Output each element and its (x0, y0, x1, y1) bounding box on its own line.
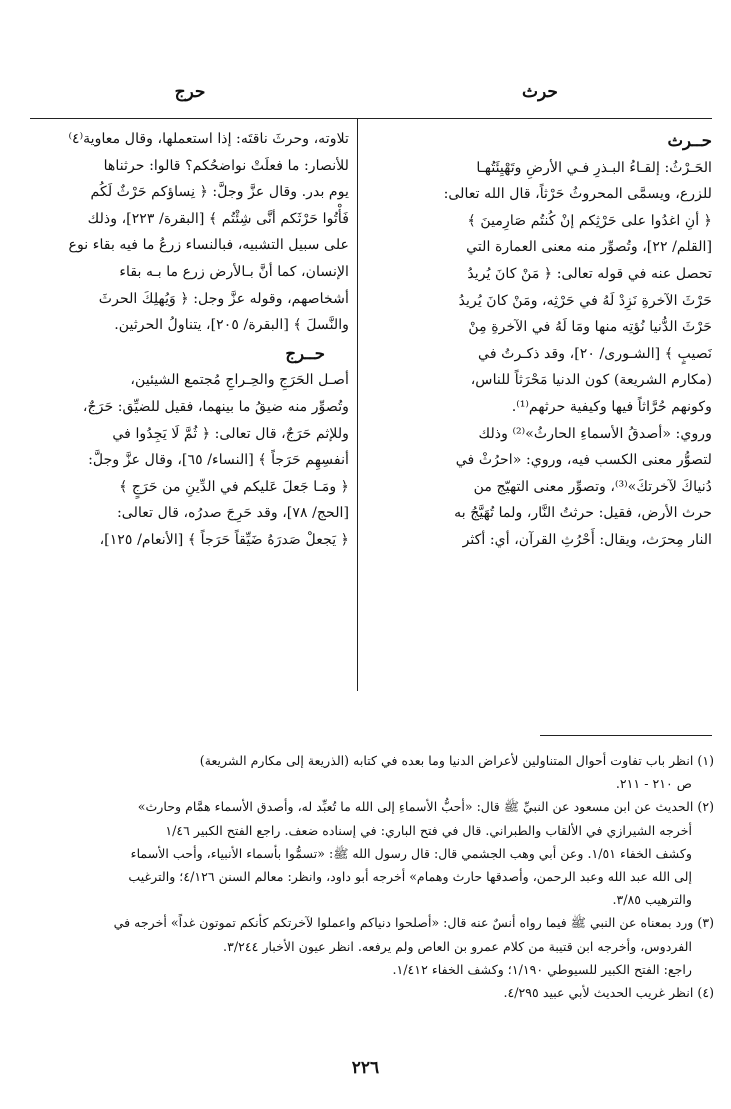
entry-title-harth: حــرث (667, 131, 712, 150)
body-line: الإنسان، كما أنَّ بـالأرض زرع ما بـه بقاء (119, 263, 349, 280)
body-line: [الحج/ ٧٨]، وقد حَرِجَ صدرُه، قال تعالى: (117, 505, 349, 522)
body-line: أنفسِهِم حَرَجاً ﴾ [النساء/ ٦٥]، وقال عزَّ وجلَّ: (88, 452, 349, 469)
body-line: تحصل عنه في قوله تعالى: ﴿ مَنْ كانَ يُريدُ (467, 265, 712, 282)
footnote-2-cont: أخرجه الشيرازي في الألقاب والطبراني. قال في فتح الباري: في إسناده ضعف. راجع الفتح الكبير ١/٤٦ (165, 822, 692, 838)
header-left-word: حرج (174, 82, 206, 102)
body-line: أصـل الحَرَجِ والحِـراجِ مُجتمع الشيئين، (130, 372, 349, 389)
body-line: حرث الأرض، فقيل: حرثتُ النَّار، ولما تُهَيَّجُ به (454, 505, 712, 522)
top-rule (30, 118, 712, 119)
footnote-3: (٣) ورد بمعناه عن النبي ﷺ فيما رواه أنسٌ عنه قال: «أصلحوا دنياكم واعملوا لآخرتكم كأنكم تموتون غداً» أخرجه في (113, 915, 714, 931)
body-line: حَرْثَ الآخرةِ نَزِدْ لَهُ في حَرْثِه، ومَنْ كانَ يُريدُ (458, 292, 712, 309)
footnote-2-cont: وكشف الخفاء ١/٥١. وعن أبي وهب الجشمي قال: قال رسول الله ﷺ: «تسمُّوا بأسماء الأنبياء، وأحب الأسماء (130, 845, 692, 861)
footnote-1: (١) انظر باب تفاوت أحوال المتناولين لأعراض الدنيا وما بعده في كتابه (الذريعة إلى مكارم الشريعة) (199, 753, 714, 768)
body-line: وللإثم حَرَجٌ، قال تعالى: ﴿ ثُمَّ لَا يَجِدُوا في (112, 425, 349, 442)
body-line: ﴿ ومَـا جَعلَ عَليكم في الدِّينِ من حَرَجٍ ﴾ (119, 478, 349, 495)
body-line: حَرْثَ الدُّنيا نُؤتِه منها ومَا لَهُ في الآخرةِ مِنْ (468, 319, 712, 336)
body-line: النار مِحرَث، ويقال: أَحْرُثِ القرآن، أي: أكثر (462, 531, 712, 548)
body-line: وروي: «أصدقُ الأسماءِ الحارثُ»⁽²⁾ وذلك (478, 425, 712, 442)
footnotes (28, 750, 714, 1005)
entry-title-haraj: حــرج (285, 343, 325, 363)
footnote-1-cont: ص ٢١٠ - ٢١١. (615, 776, 692, 792)
footnote-2: (٢) الحديث عن ابن مسعود عن النبيِّ ﷺ قال: «أحبُّ الأسماءِ إلى الله ما تُعبِّد له، وأصدق الأسماء همَّام وحارث» (137, 799, 714, 815)
body-line: وكونهم حُرَّاثاً فيها وكيفية حرثهم⁽¹⁾. (511, 398, 712, 415)
body-line: دُنياكَ لآخرتكَ»⁽³⁾، وتصوِّر معنى التهيّج من (473, 478, 712, 495)
body-line: (مكارم الشريعة) كون الدنيا مَحْرَثاً للناس، (470, 372, 712, 389)
body-line: فَأْتُوا حَرْثَكم أنَّى شِئْتُم ﴾ [البقرة/ ٢٢٣]، وذلك (87, 210, 349, 227)
footnote-4: (٤) انظر غريب الحديث لأبي عبيد ٤/٢٩٥. (503, 985, 714, 1001)
header-right-word: حرث (522, 82, 558, 102)
footnote-2-cont: والترهيب ٣/٨٥. (612, 892, 692, 908)
body-line: ﴿ أنِ اغدُوا على حَرْثِكم إنْ كُنتُم صَارِمينَ ﴾ (467, 212, 712, 229)
column-separator (357, 118, 358, 691)
body-line: الحَـرْثُ: إلقـاءُ البـذرِ فـي الأرضِ وتَهْيِئَتُهـا (476, 159, 712, 176)
footnote-2-cont: إلى الله عبد الله وعبد الرحمن، وأصدقها حارث وهمام» أخرجه أبو داود، وانظر: معالم السنن ٤/١٢٦؛ والترغيب (128, 869, 692, 885)
footnote-3-cont: راجع: الفتح الكبير للسيوطي ١/١٩٠؛ وكشف الخفاء ١/٤١٢. (392, 961, 692, 977)
footnote-rule (540, 735, 712, 736)
body-line: والنَّسلَ ﴾ [البقرة/ ٢٠٥]، يتناولُ الحرثين. (114, 317, 349, 334)
footnote-3-cont: الفردوس، وأخرجه ابن قتيبة من كلام عمرو بن العاص ولم يرفعه. انظر عيون الأخبار ٣/٢٤٤. (223, 938, 692, 954)
body-line: أشخاصهم، وقوله عزَّ وجل: ﴿ وَيُهلِكَ الحرثَ (98, 290, 349, 307)
page-number: ٢٢٦ (351, 1058, 380, 1078)
body-line: تلاوته، وحرثَ ناقتَه: إذا استعملها، وقال معاوية⁽٤⁾ (68, 131, 349, 147)
body-line: لتصوُّر معنى الكسب فيه، وروي: «احرُثْ في (455, 452, 712, 469)
right-column (365, 126, 712, 554)
body-line: ﴿ يَجعلْ صَدرَهُ ضَيِّقاً حَرَجاً ﴾ [الأنعام/ ١٢٥]، (99, 531, 349, 548)
body-line: للزرع، ويسمَّى المحروثُ حَرْثاً، قال الله تعالى: (443, 186, 712, 203)
body-line: وتُصوِّر منه ضيقُ ما بينهما، فقيل للضيِّق: حَرَجٌ، (82, 398, 349, 415)
left-column (30, 126, 349, 554)
body-line: [القلم/ ٢٢]، وتُصوِّر منه معنى العمارة التي (466, 239, 712, 256)
body-line: يوم بدر. وقال عزَّ وجلَّ: ﴿ نِساؤكم حَرْثٌ لَكُم (90, 184, 349, 201)
body-line: نَصيبٍ ﴾ [الشـورى/ ٢٠]، وقد ذكـرتُ في (478, 345, 712, 362)
body-line: للأنصار: ما فعلَتْ نواضحُكم؟ قالوا: حرثناها (103, 157, 349, 174)
body-line: على سبيل التشبيه، فبالنساء زرعُ ما فيه بقاء نوع (68, 237, 349, 254)
